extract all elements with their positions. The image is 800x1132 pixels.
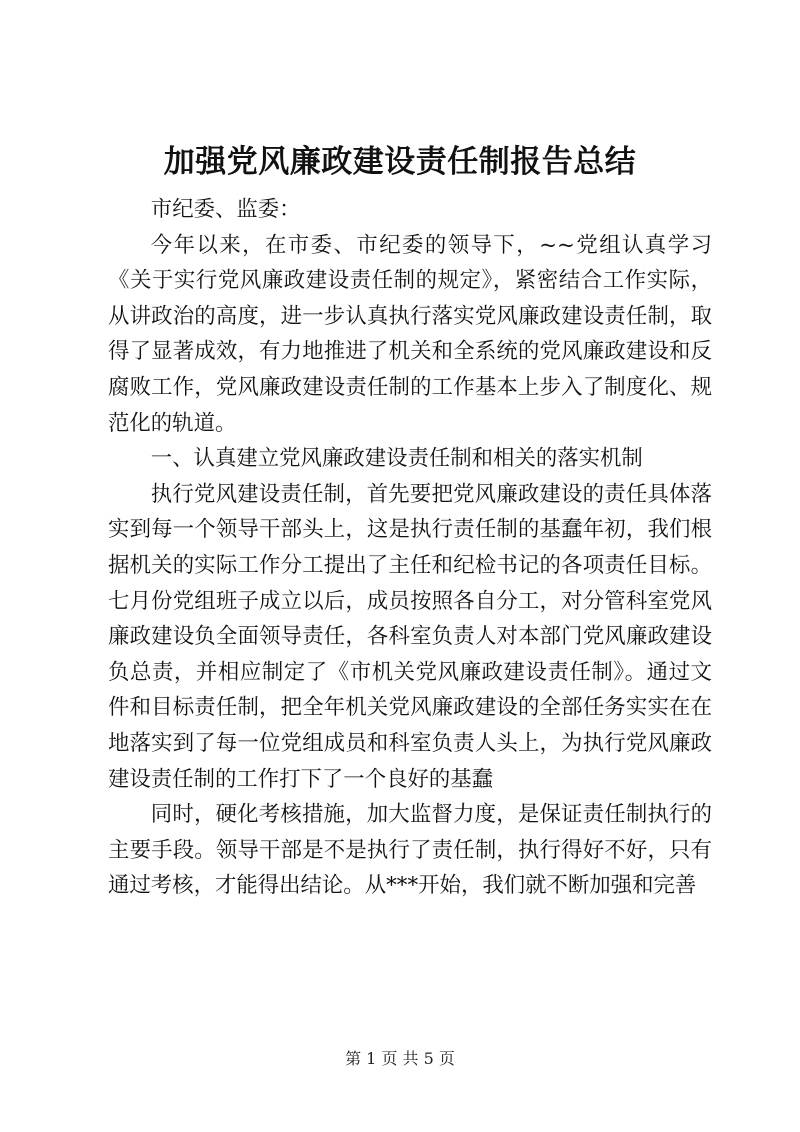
intro-paragraph: 今年以来，在市委、市纪委的领导下，~~党组认真学习《关于实行党风廉政建设责任制的规定》，紧密结合工作实际，从讲政治的高度，进一步认真执行落实党风廉政建设责任制，取得了显著成效，有力地推进了机关和全系统的党风廉政建设和反腐败工作，党风廉政建设责任制的工作基本上步入了制度化、规范化的轨道。	[108, 232, 712, 436]
body-paragraph: 同时，硬化考核措施，加大监督力度，是保证责任制执行的主要手段。领导干部是不是执行了责任制，执行得好不好，只有通过考核，才能得出结论。从***开始，我们就不断加强和完善	[108, 802, 712, 899]
body-paragraph: 执行党风建设责任制，首先要把党风廉政建设的责任具体落实到每一个领导干部头上，这是执行责任制的基蠢年初，我们根据机关的实际工作分工提出了主任和纪检书记的各项责任目标。七月份党组班子成立以后，成员按照各自分工，对分管科室党风廉政建设负全面领导责任，各科室负责人对本部门党风廉政建设负总责，并相应制定了《市机关党风廉政建设责任制》。通过文件和目标责任制，把全年机关党风廉政建设的全部任务实实在在地落实到了每一位党组成员和科室负责人头上，为执行党风廉政建设责任制的工作打下了一个良好的基蠢	[108, 481, 712, 792]
page-footer: 第 1 页 共 5 页	[345, 1049, 455, 1068]
document-body	[108, 192, 712, 904]
document-title: 加强党风廉政建设责任制报告总结	[163, 144, 637, 180]
salutation-paragraph: 市纪委、监委：	[150, 197, 301, 222]
section-heading-1: 一、认真建立党风廉政建设责任制和相关的落实机制	[150, 446, 643, 472]
